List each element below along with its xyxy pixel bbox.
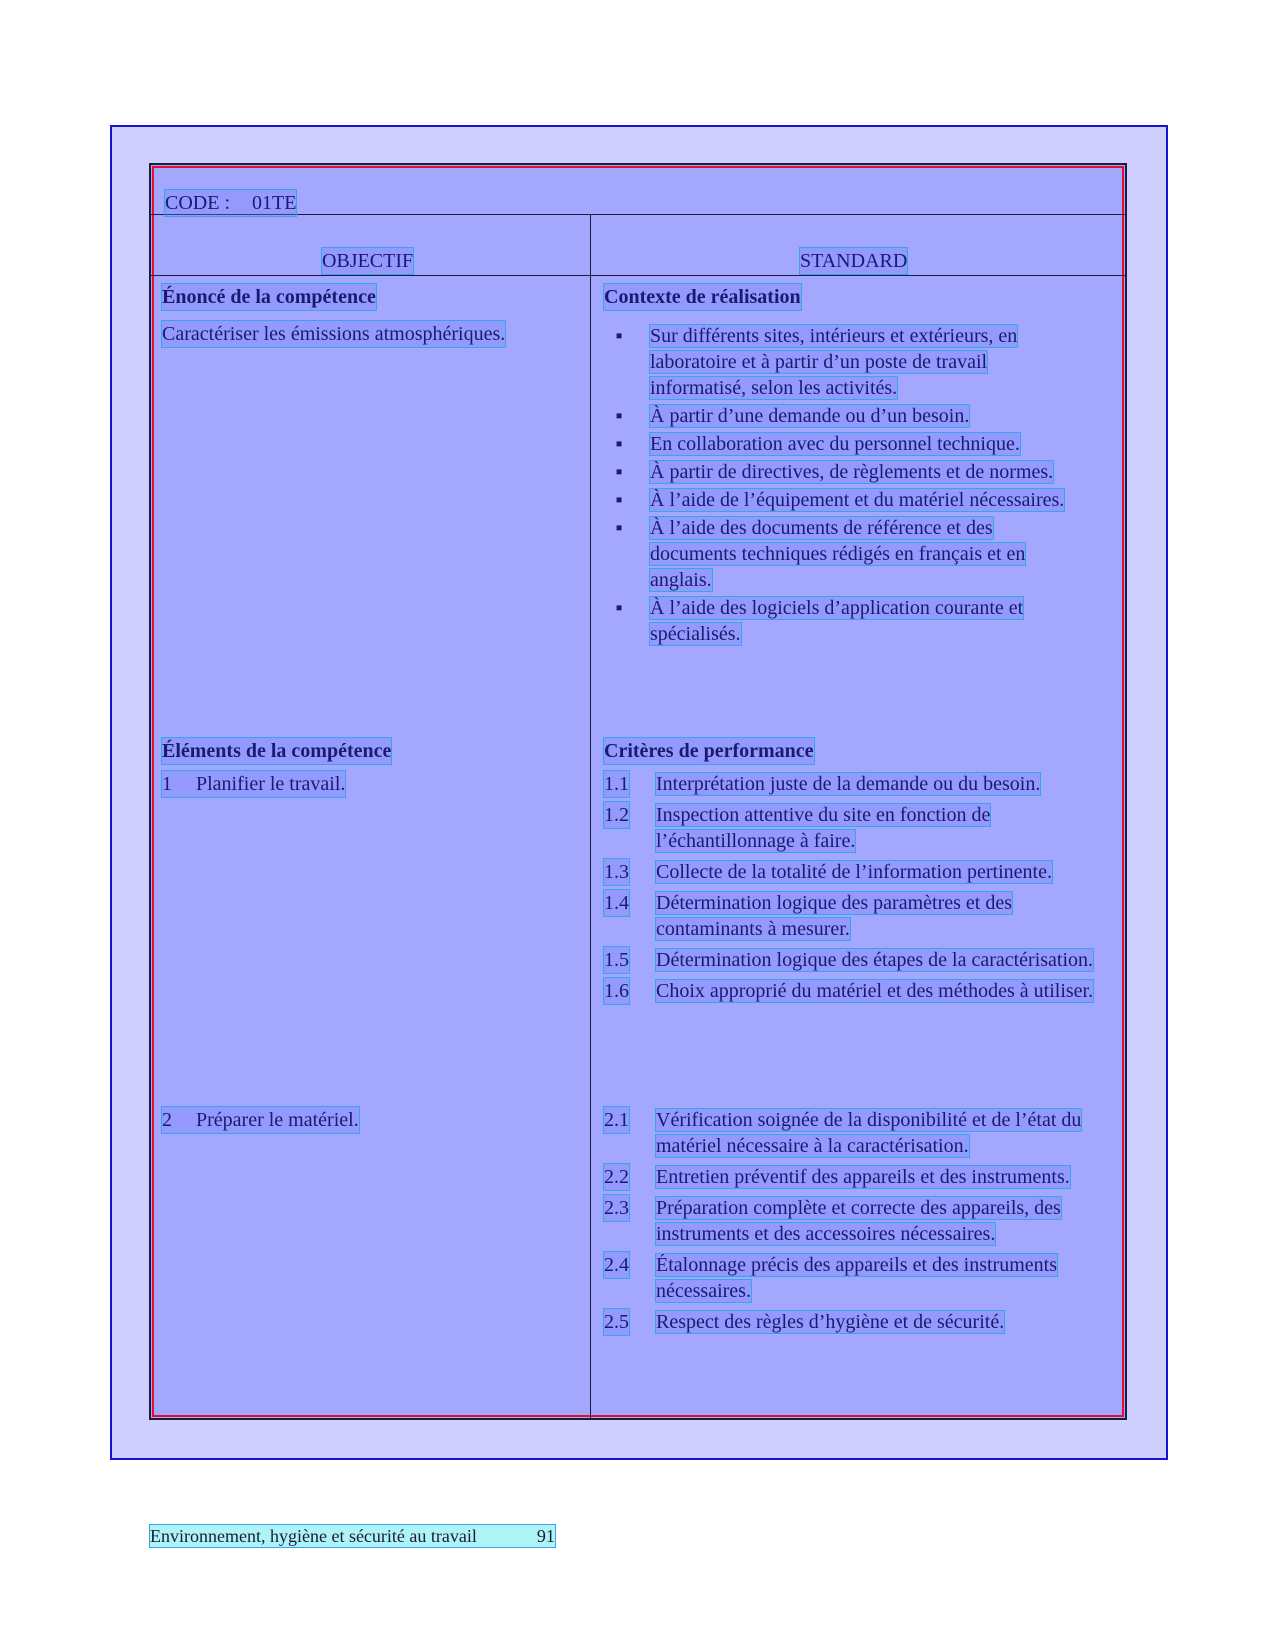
critere-text: Interprétation juste de la demande ou du besoin. bbox=[656, 773, 1041, 795]
critere-item bbox=[604, 1195, 1094, 1247]
element-text: Planifier le travail. bbox=[196, 773, 346, 795]
critere-text: Vérification soignée de la disponibilité et de l’état du matériel nécessaire à la caractérisation. bbox=[656, 1109, 1082, 1157]
critere-number: 1.2 bbox=[604, 804, 629, 826]
row-divider-header bbox=[150, 275, 1126, 276]
element-1 bbox=[162, 771, 345, 797]
critere-text: Entretien préventif des appareils et des instruments. bbox=[656, 1166, 1070, 1188]
contexte-item bbox=[612, 515, 1072, 593]
critere-item bbox=[604, 1107, 1094, 1159]
bullet-icon: ▪ bbox=[615, 597, 623, 619]
contexte-item-text: À l’aide des logiciels d’application courante et spécialisés. bbox=[650, 597, 1024, 645]
bullet-icon: ▪ bbox=[615, 517, 623, 539]
element-number: 2 bbox=[162, 1109, 172, 1131]
contexte-item bbox=[612, 595, 1072, 647]
enonce-text: Caractériser les émissions atmosphériques. bbox=[162, 323, 506, 345]
critere-item bbox=[604, 1252, 1094, 1304]
footer-text: Environnement, hygiène et sécurité au travail bbox=[150, 1526, 477, 1546]
critere-text: Détermination logique des étapes de la caractérisation. bbox=[656, 949, 1094, 971]
critere-text: Respect des règles d’hygiène et de sécurité. bbox=[656, 1311, 1005, 1333]
code-line bbox=[165, 190, 296, 216]
bullet-icon: ▪ bbox=[615, 325, 623, 347]
contexte-item-text: En collaboration avec du personnel technique. bbox=[650, 433, 1020, 455]
critere-item bbox=[604, 771, 1094, 797]
critere-number: 2.1 bbox=[604, 1109, 629, 1131]
contexte-item bbox=[612, 403, 1072, 429]
elements-title: Éléments de la compétence bbox=[162, 740, 392, 762]
contexte-title: Contexte de réalisation bbox=[604, 286, 801, 308]
critere-item bbox=[604, 1309, 1094, 1335]
critere-number: 1.5 bbox=[604, 949, 629, 971]
critere-item bbox=[604, 978, 1094, 1004]
critere-text: Préparation complète et correcte des appareils, des instruments et des accessoires nécessaires. bbox=[656, 1197, 1061, 1245]
critere-text: Choix approprié du matériel et des méthodes à utiliser. bbox=[656, 980, 1094, 1002]
element-number: 1 bbox=[162, 773, 172, 795]
critere-number: 2.4 bbox=[604, 1254, 629, 1276]
critere-item bbox=[604, 1164, 1094, 1190]
critere-text: Collecte de la totalité de l’information pertinente. bbox=[656, 861, 1052, 883]
column-divider bbox=[590, 214, 591, 1419]
critere-text: Étalonnage précis des appareils et des instruments nécessaires. bbox=[656, 1254, 1057, 1302]
code-value: 01TE bbox=[252, 192, 297, 214]
criteres-title: Critères de performance bbox=[604, 740, 814, 762]
critere-item bbox=[604, 859, 1094, 885]
contexte-item bbox=[612, 431, 1072, 457]
contexte-item-text: À partir de directives, de règlements et de normes. bbox=[650, 461, 1054, 483]
contexte-item bbox=[612, 323, 1072, 401]
critere-text: Détermination logique des paramètres et des contaminants à mesurer. bbox=[656, 892, 1012, 940]
header-standard: STANDARD bbox=[800, 250, 908, 272]
contexte-item-text: À l’aide des documents de référence et des documents techniques rédigés en français et en anglais. bbox=[650, 517, 1026, 591]
contexte-item bbox=[612, 459, 1072, 485]
critere-number: 1.1 bbox=[604, 773, 629, 795]
enonce-title: Énoncé de la compétence bbox=[162, 286, 376, 308]
critere-number: 1.6 bbox=[604, 980, 629, 1002]
critere-item bbox=[604, 890, 1094, 942]
page-number: 91 bbox=[536, 1526, 555, 1546]
page-footer bbox=[150, 1525, 555, 1547]
critere-number: 2.2 bbox=[604, 1166, 629, 1188]
criteres-list-2 bbox=[604, 1107, 1094, 1340]
critere-number: 1.4 bbox=[604, 892, 629, 914]
contexte-item-text: Sur différents sites, intérieurs et extérieurs, en laboratoire et à partir d’un poste de travail informatisé, selon les activités. bbox=[650, 325, 1018, 399]
header-objectif: OBJECTIF bbox=[322, 250, 414, 272]
contexte-item-text: À partir d’une demande ou d’un besoin. bbox=[650, 405, 970, 427]
critere-number: 1.3 bbox=[604, 861, 629, 883]
contexte-item bbox=[612, 487, 1072, 513]
critere-item bbox=[604, 947, 1094, 973]
critere-item bbox=[604, 802, 1094, 854]
element-2 bbox=[162, 1107, 359, 1133]
bullet-icon: ▪ bbox=[615, 461, 623, 483]
bullet-icon: ▪ bbox=[615, 405, 623, 427]
contexte-list bbox=[612, 323, 1072, 649]
code-label: CODE : bbox=[165, 192, 230, 214]
bullet-icon: ▪ bbox=[615, 433, 623, 455]
criteres-list-1 bbox=[604, 771, 1094, 1009]
element-text: Préparer le matériel. bbox=[196, 1109, 359, 1131]
bullet-icon: ▪ bbox=[615, 489, 623, 511]
critere-number: 2.3 bbox=[604, 1197, 629, 1219]
critere-number: 2.5 bbox=[604, 1311, 629, 1333]
contexte-item-text: À l’aide de l’équipement et du matériel nécessaires. bbox=[650, 489, 1065, 511]
critere-text: Inspection attentive du site en fonction de l’échantillonnage à faire. bbox=[656, 804, 991, 852]
